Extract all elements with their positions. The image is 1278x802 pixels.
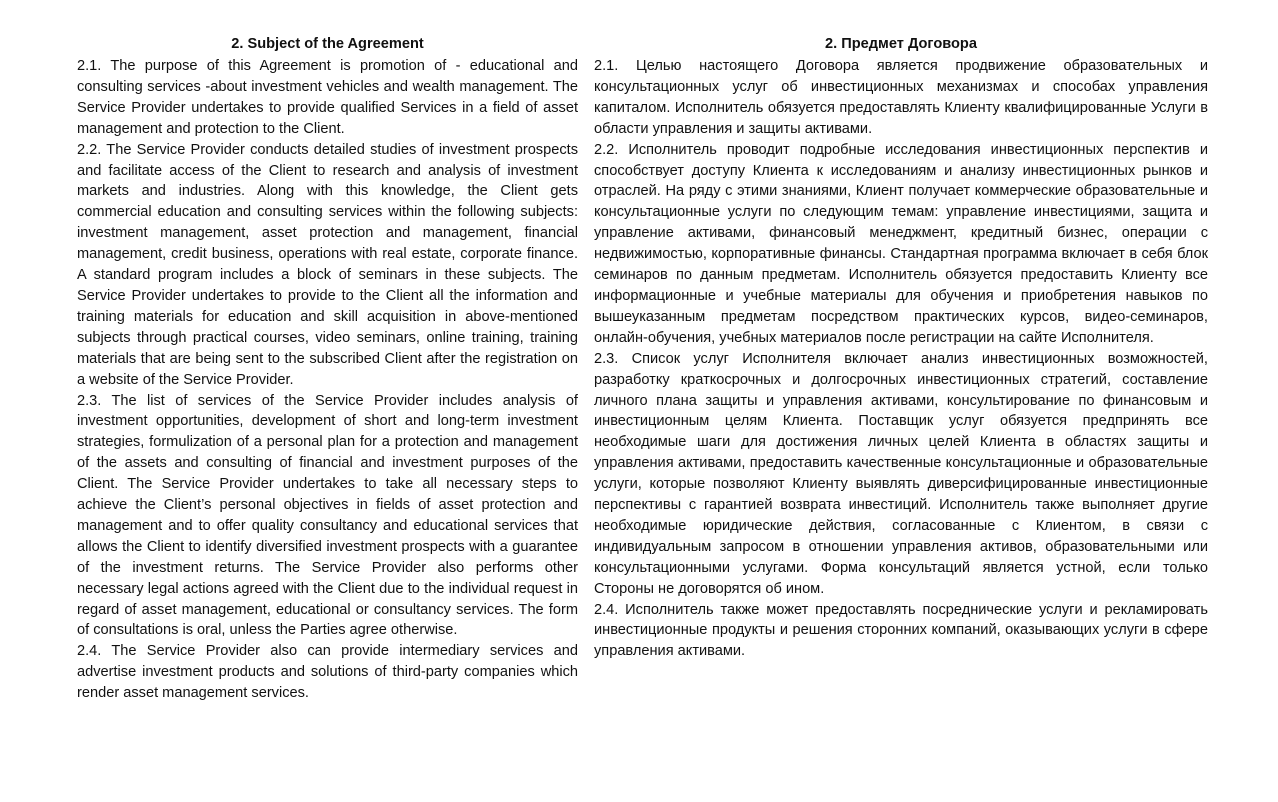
russian-section-heading: 2. Предмет Договора bbox=[825, 36, 977, 52]
russian-clause-2-4: 2.4. Исполнитель также может предоставлять посреднические услуги и рекламировать инвестиционные продукты и решения сторонних компаний, оказывающих услуги в сфере управления активами. bbox=[594, 601, 1208, 660]
english-section-heading: 2. Subject of the Agreement bbox=[231, 36, 424, 52]
english-clause-2-2: 2.2. The Service Provider conducts detailed studies of investment prospects and facilitate access of the Client to research and analysis of investment markets and industries. Along with this knowledge, the Client gets commercial education and consulting services within the following subjects: investment management, asset protection and management, financial management, credit business, operations with real estate, corporate finance. A standard program includes a block of seminars in these subjects. The Service Provider undertakes to provide to the Client all the information and training materials for education and skill acquisition in above-mentioned subjects through practical courses, video seminars, online training, training materials that are being sent to the subscribed Client after the registration on a website of the Service Provider. bbox=[77, 141, 578, 388]
english-column bbox=[77, 36, 578, 704]
russian-clause-2-2: 2.2. Исполнитель проводит подробные исследования инвестиционных перспектив и способствует доступу Клиента к исследованиям и анализу инвестиционных рынков и отраслей. На ряду с этими знаниями, Клиент получает коммерческие образовательные и консультационные услуги по следующим темам: управление инвестициями, защита и управление активами, финансовый менеджмент, кредитный бизнес, операции с недвижимостью, корпоративные финансы. Стандартная программа включает в себя блок семинаров по данным предметам. Исполнитель обязуется предоставить Клиенту все информационные и учебные материалы для обучения и приобретения навыков по вышеуказанным предметам посредством практических курсов, видео-семинаров, онлайн-обучения, учебных материалов после регистрации на сайте Исполнителя. bbox=[594, 141, 1208, 346]
russian-column bbox=[594, 36, 1208, 662]
russian-clause-2-1: 2.1. Целью настоящего Договора является продвижение образовательных и консультационных услуг об инвестиционных механизмах и способах управления капиталом. Исполнитель обязуется предоставлять Клиенту квалифицированные Услуги в области управления и защиты активами. bbox=[594, 58, 1208, 137]
english-clause-2-1: 2.1. The purpose of this Agreement is promotion of - educational and consulting services -about investment vehicles and wealth management. The Service Provider undertakes to provide qualified Services in a field of asset management and protection to the Client. bbox=[77, 58, 578, 137]
english-clause-2-3: 2.3. The list of services of the Service Provider includes analysis of investment opportunities, development of short and long-term investment strategies, formulization of a personal plan for a protection and management of the assets and consulting of financial and investment purposes of the Client. The Service Provider undertakes to take all necessary steps to achieve the Client’s personal objectives in fields of asset protection and management and to offer quality consultancy and educational services that allows the Client to identify diversified investment prospects with a guarantee of the investment returns. The Service Provider also performs other necessary legal actions agreed with the Client due to the individual request in regard of asset management, educational or consultancy services. The form of consultations is oral, unless the Parties agree otherwise. bbox=[77, 392, 578, 639]
russian-clause-2-3: 2.3. Список услуг Исполнителя включает анализ инвестиционных возможностей, разработку краткосрочных и долгосрочных инвестиционных стратегий, составление личного плана защиты и управления активами, консультирование по финансовым и инвестиционным целям Клиента. Поставщик услуг обязуется предпринять все необходимые шаги для достижения личных целей Клиента в областях защиты и управления активами, предоставить качественные консультационные и образовательные услуги, которые позволяют Клиенту выявлять диверсифицированные инвестиционные перспективы с гарантией возврата инвестиций. Исполнитель также выполняет другие необходимые юридические действия, согласованные с Клиентом, в связи с индивидуальным запросом в отношении управления активов, образовательными или консультационными услугами. Форма консультаций является устной, если только Стороны не договорятся об ином. bbox=[594, 350, 1208, 597]
english-clause-2-4: 2.4. The Service Provider also can provide intermediary services and advertise investment products and solutions of third-party companies which render asset management services. bbox=[77, 643, 578, 702]
